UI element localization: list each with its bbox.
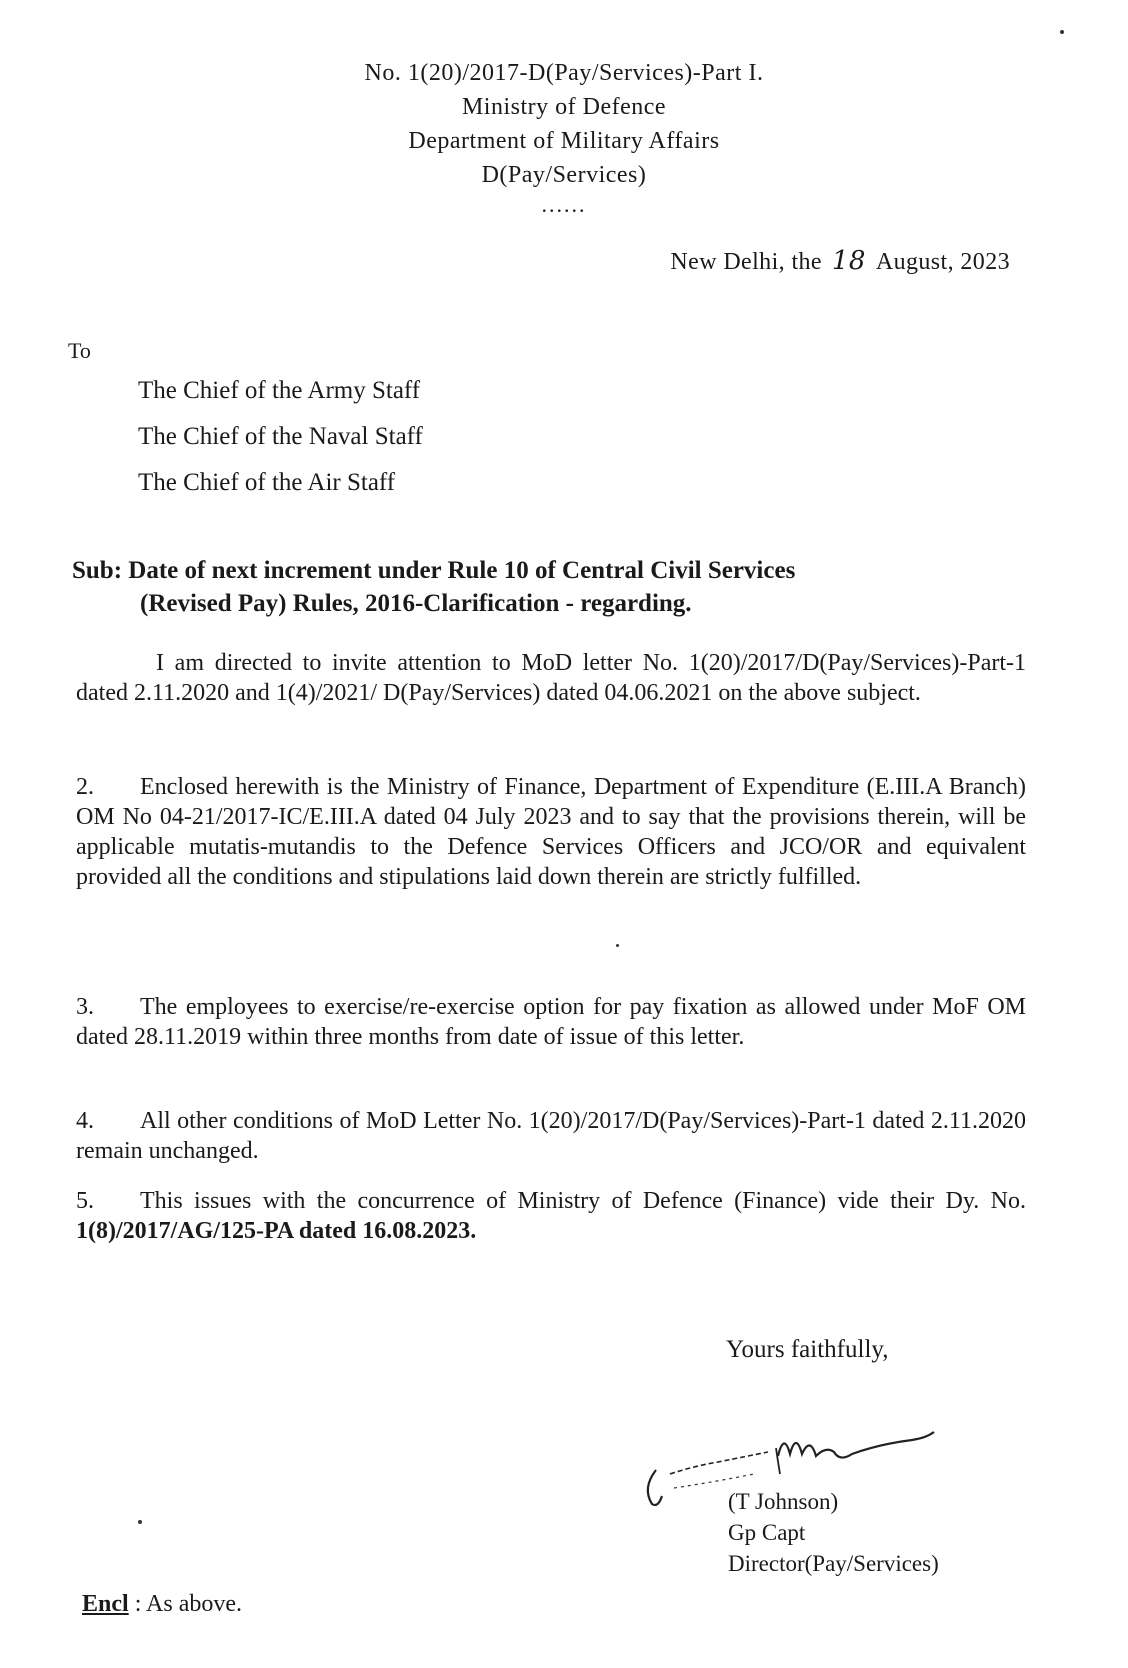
paragraph-3-text: The employees to exercise/re-exercise option for pay fixation as allowed under MoF OM dated 28.11.2019 within three months from date of issue of this letter. [76, 994, 1026, 1050]
subject-line-1: Sub: Date of next increment under Rule 10 of Central Civil Services [72, 557, 796, 584]
section-name: D(Pay/Services) [481, 162, 647, 188]
dateline [670, 246, 1010, 276]
signer-name: (T Johnson) [728, 1489, 839, 1514]
subject-line-2: (Revised Pay) Rules, 2016-Clarification - regarding. [140, 590, 692, 617]
paragraph-3-number: 3. [76, 994, 94, 1020]
paragraph-4-text: All other conditions of MoD Letter No. 1(20)/2017/D(Pay/Services)-Part-1 dated 2.11.2020 remain unchanged. [76, 1108, 1026, 1164]
signer-designation: Director(Pay/Services) [728, 1551, 939, 1576]
addressee-army: The Chief of the Army Staff [138, 377, 421, 404]
reference-number: No. 1(20)/2017-D(Pay/Services)-Part I. [364, 60, 764, 86]
to-label: To [68, 338, 91, 363]
enclosure-label: Encl [82, 1591, 129, 1617]
paragraph-2-text: Enclosed herewith is the Ministry of Finance, Department of Expenditure (E.III.A Branch) OM No 04-21/2017-IC/E.III.A dated 04 July 2023 and to say that the provisions therein, will be applicable mutatis-mutandis to the Defence Services Officers and JCO/OR and equivalent provided all the conditions and stipulations laid down therein are strictly fulfilled. [76, 774, 1026, 890]
addressee-air: The Chief of the Air Staff [138, 469, 396, 496]
enclosure-text: As above. [146, 1591, 243, 1617]
scan-speck [1060, 30, 1064, 34]
enclosure-line [82, 1591, 242, 1618]
handwritten-day: 18 [831, 246, 866, 276]
paragraph-2 [76, 772, 1026, 892]
closing-salutation: Yours faithfully, [726, 1336, 889, 1363]
paragraph-5-number: 5. [76, 1188, 94, 1214]
department-name: Department of Military Affairs [408, 128, 720, 154]
paragraph-4-number: 4. [76, 1108, 94, 1134]
paragraph-1: I am directed to invite attention to MoD letter No. 1(20)/2017/D(Pay/Services)-Part-1 dated 2.11.2020 and 1(4)/2021/ D(Pay/Services) dated 04.06.2021 on the above subject. [76, 650, 1026, 706]
addressee-list [138, 368, 423, 506]
enclosure-separator: : [134, 1591, 142, 1617]
dateline-prefix: New Delhi, the [670, 249, 822, 275]
letter-header [0, 56, 1128, 216]
signer-block [728, 1486, 939, 1579]
signer-rank: Gp Capt [728, 1520, 806, 1545]
paragraph-5-text: This issues with the concurrence of Ministry of Defence (Finance) vide their Dy. No. [140, 1188, 1026, 1214]
subject-line [72, 554, 1022, 620]
header-separator: ...... [541, 192, 587, 217]
paragraph-4 [76, 1106, 1026, 1166]
paragraph-3 [76, 992, 1026, 1052]
scan-speck [138, 1520, 142, 1524]
paragraph-5 [76, 1186, 1026, 1246]
scan-speck [616, 944, 619, 947]
addressee-navy: The Chief of the Naval Staff [138, 423, 423, 450]
dateline-month-year: August, 2023 [875, 249, 1010, 275]
paragraph-5-reference: 1(8)/2017/AG/125-PA dated 16.08.2023. [76, 1218, 477, 1244]
ministry-name: Ministry of Defence [461, 94, 667, 120]
paragraph-2-number: 2. [76, 774, 94, 800]
